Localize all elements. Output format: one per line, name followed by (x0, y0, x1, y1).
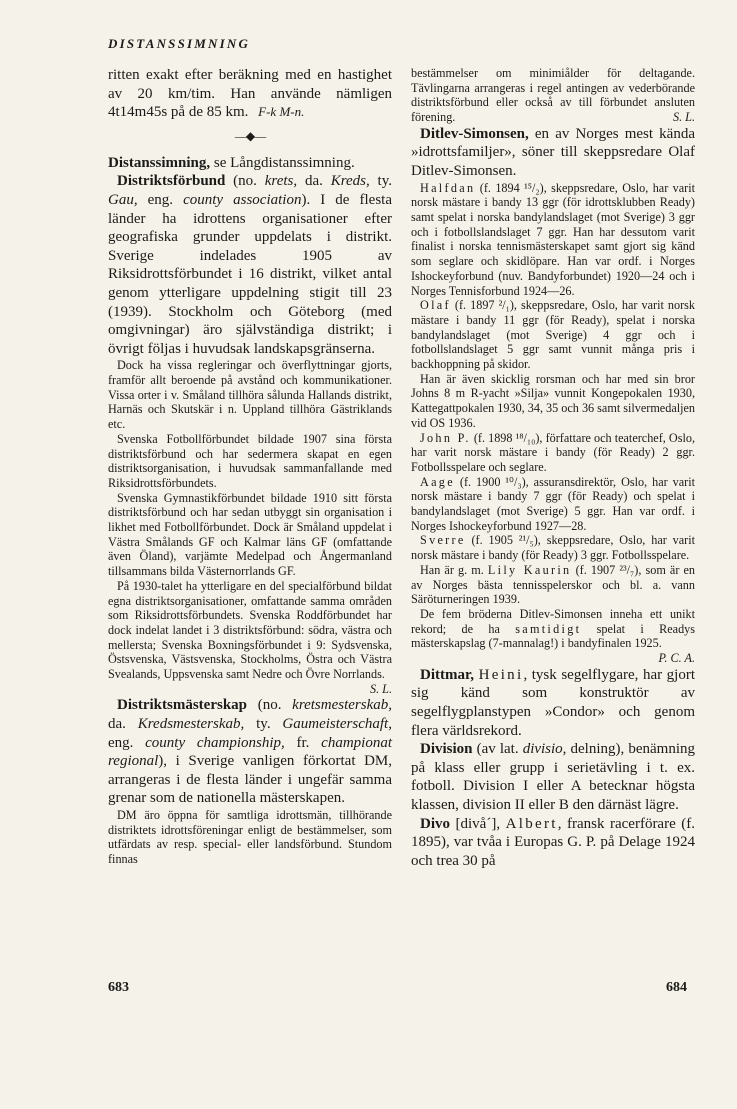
entry-distanssimning (108, 154, 392, 173)
author-signature: S. L. (672, 110, 695, 125)
entry-ditlev-simonsen (411, 125, 695, 181)
entry-headword: Distanssimning, (108, 154, 211, 171)
continued-paragraph (108, 66, 392, 122)
entry-headword: Distriktsförbund (117, 173, 226, 190)
emphasis-text: samtidigt (515, 621, 582, 636)
entry-text: se Långdistanssimning. (210, 154, 355, 171)
person-text: (f. 1898 ¹⁸/₁₀), författare och teaterchef, Oslo, har varit norsk mästare i bandy (för Ready) 2 ggr. Fotbollsspelare och seglare. (411, 430, 695, 474)
entry-headword: Ditlev-Simonsen, (420, 125, 529, 142)
person-name: Albert (505, 815, 558, 832)
note-text: På 1930-talet ha ytterligare en del specialförbund bildat egna distriktsorganisationer, omfattande samma områden som Riksidrottsförbundets. Svenska Roddförbundet har dock indelat landet i 3 distriktsförbund: södra, västra och mellersta; Svenska Boxningsförbundet i 9: Sydsvenska, Östsvenska, Västsvenska, Stockholms, Östra och Västra Svealands, Uppsvenska samt Nedre och Övre Norrlands. (108, 578, 392, 682)
person-aage (411, 475, 695, 534)
entry-text: en av Norges mest kända »idrottsfamiljer», söner till skeppsredare Olaf Ditlev-Simonsen. (411, 125, 695, 179)
foreign-term: Gau, (108, 191, 138, 208)
person-name: Sverre (420, 533, 466, 548)
person-text: (f. 1907 ²³/₇), som är en av Norges bästa tennisspelerskor och bl. a. vann Säröturneringen 1939. (411, 562, 695, 607)
entry-text: ). I de flesta länder ha idrottens organisationer efter geografiska grunder uppdelats i distrikt. Sverige indelades 1905 av Riksidrottsförbundet i 16 distrikt, vilket antal genom ytterligare uppdelning stigit till 23 (1939). Stockholm och Göteborg (med omgivningar) äro självständiga distrikt; i övrigt följas i huvudsak landskapsgränserna. (108, 191, 392, 357)
section-ornament: —◆— (234, 128, 266, 143)
entry-text: da. (297, 173, 331, 190)
foreign-term: county association (183, 191, 302, 208)
person-lily (411, 563, 695, 607)
note-text: De fem bröderna Ditlev-Simonsen inneha ett unikt rekord; de ha (411, 606, 695, 636)
entry-headword: Distriktsmästerskap (117, 697, 247, 714)
foreign-term: Kredsmesterskab, (137, 716, 245, 733)
entry-text: ty. (369, 173, 392, 190)
person-text: (f. 1894 ¹⁵/₂), skeppsredare, Oslo, har varit norsk mästare i bandy 13 ggr (för idrottsklubben Ready) samt spelat i norska bandylandslaget (mot Sverige) 3 ggr och i fotbollslandslaget 7 ggr. Han har dessutom varit finalist i norska tennismästerskapet samt gjort sig känd som seglare och skidlöpare. Han var ordf. i Norges Ishockeyforbund (nuv. Bandyforbundet) 1920—24 och i Norges Tennisforbund 1924—26. (411, 180, 695, 298)
person-name: Halfdan (420, 180, 476, 195)
person-text: (f. 1905 ²¹/₅), skeppsredare, Oslo, har varit norsk mästare i bandy (för Ready) 3 ggr. Fotbollsspelare. (411, 533, 695, 563)
page-number-left: 683 (108, 980, 129, 995)
entry-text: eng. (137, 191, 184, 208)
entry-headword: Division (420, 741, 473, 758)
entry-text: , tysk segelflygare, har gjort sig känd som konstruktör av segelflygplanstypen »Condor» och genom flera världsrekord. (411, 666, 696, 739)
entry-text: da. (108, 716, 138, 733)
author-signature: P. C. A. (658, 651, 695, 666)
note-paragraph: Svenska Fotbollförbundet bildade 1907 sina första distriktsförbund och har sedermera skapat en egen distriktsorganisation, i huvudsak sammanfallande med Riksidrottsförbundets. (108, 431, 392, 490)
person-name: Olaf (420, 298, 451, 313)
foreign-term: kretsmesterskab, (292, 697, 392, 714)
left-column (108, 66, 392, 867)
continued-text: ritten exakt efter beräkning med en hastighet av 20 km/tim. Han använde nämligen 4t14m45s på de 85 km. (108, 67, 392, 121)
person-sverre (411, 533, 695, 562)
author-signature: S. L. (369, 681, 392, 696)
foreign-term: Gaumeisterschaft, (282, 716, 392, 733)
person-olaf (411, 298, 695, 372)
note-text: spelat i Readys mästerskapslag (7-mannalag!) i bandyfinalen 1925. (411, 621, 695, 651)
entry-distriktsmasterskap (108, 696, 392, 808)
entry-text: , fransk racerförare (f. 1895), var tvåa i Europas G. P. på Delage 1924 och trea 30 på (411, 815, 695, 869)
page-number-right: 684 (666, 980, 687, 995)
person-name: John P. (420, 430, 471, 445)
person-name: Heini (478, 666, 524, 683)
note-paragraph (108, 578, 392, 696)
entry-text: (av lat. (472, 741, 523, 758)
person-john (411, 431, 695, 475)
entry-text: delning), benämning på klass eller grupp i serietävling i t. ex. fotboll. Division I eller A betecknar högsta klassen, division II eller B den därnäst lägre. (411, 741, 696, 813)
entry-division (411, 740, 695, 814)
entry-divo (411, 815, 695, 871)
entry-text: [divå´], (450, 815, 506, 832)
note-paragraph: DM äro öppna för samtliga idrottsmän, tillhörande distriktets idrottsföreningar enligt de bestämmelser, som utfärdats av resp. special- eller landsförbund. Stundom finnas (108, 808, 392, 867)
foreign-term: Kreds, (330, 173, 370, 190)
entry-text: fr. (284, 734, 322, 751)
note-paragraph (411, 66, 695, 125)
foreign-term: county championship, (145, 734, 285, 751)
person-name: Aage (420, 474, 455, 489)
person-text: (f. 1900 ¹⁰/₃), assuransdirektör, Oslo, har varit norsk mästare i bandy 7 ggr (för Ready) och spelat i bandylandslaget (mot Sverige) 5 ggr. Han var ordf. i Norges Ishockeyforbund 1927—28. (411, 474, 695, 533)
entry-headword: Divo (420, 815, 450, 832)
entry-dittmar (411, 666, 695, 740)
running-head: DISTANSSIMNING (108, 36, 251, 51)
note-paragraph: Svenska Gymnastikförbundet bildade 1910 sitt första distriktsförbund och har sedan utbyggt sin organisation i likhet med Fotbollförbundet. Dock är Småland uppdelat i Västra Smålands GF och Kalmar läns GF (omfattande även Öland), varjämte Medelpad och Ångermanland tillsammans bilda Västernorrlands GF. (108, 490, 392, 579)
entry-text: eng. (108, 734, 146, 751)
entry-text: (no. (247, 697, 293, 714)
foreign-term: krets, (264, 173, 298, 190)
foreign-term: divisio, (522, 741, 567, 758)
entry-text: ty. (244, 716, 283, 733)
entry-distriktsforbund (108, 172, 392, 358)
entry-text: (no. (225, 173, 265, 190)
note-paragraph: Han är även skicklig rorsman och har med sin bror Johns 8 m R-yacht »Silja» vunnit Kongepokalen 1930, Kattegattpokalen 1930, 34, 35 och 36 samt silvermedaljen vid OS 1936. (411, 371, 695, 430)
person-name: Lily Kaurin (487, 562, 572, 577)
person-text: Han är g. m. (420, 562, 488, 577)
author-signature: F-k M-n. (258, 104, 305, 120)
right-column (411, 66, 695, 870)
entry-text: ), i Sverige vanligen förkortat DM, arrangeras i de flesta länder i ungefär samma grenar som de nationella mästerskapen. (108, 753, 392, 807)
note-paragraph (411, 606, 695, 666)
note-paragraph: Dock ha vissa regleringar och överflyttningar gjorts, framför allt beroende på avstånd och kommunikationer. Vissa orter i v. Småland tillhöra sålunda Hallands distrikt, Harnäs och Skutskär i n. Uppland tillhöra Gästriklands etc. (108, 358, 392, 432)
note-text: bestämmelser om minimiålder för deltagande. Tävlingarna arrangeras i regel antingen av vederbörande distriktsförbund eller också av till förbundet ansluten förening. (411, 66, 695, 125)
foreign-term: championat regional (108, 734, 392, 770)
person-text: (f. 1897 ²/₁), skeppsredare, Oslo, har varit norsk mästare i bandy 11 ggr (för Ready), spelat i norska bandylandslaget (mot Sverige) 4 ggr och i fotbollslandslaget 5 ggr samt vunnit många pris i backhoppning på skidor. (411, 298, 695, 372)
person-halfdan (411, 181, 695, 299)
entry-headword: Dittmar, (420, 666, 475, 683)
